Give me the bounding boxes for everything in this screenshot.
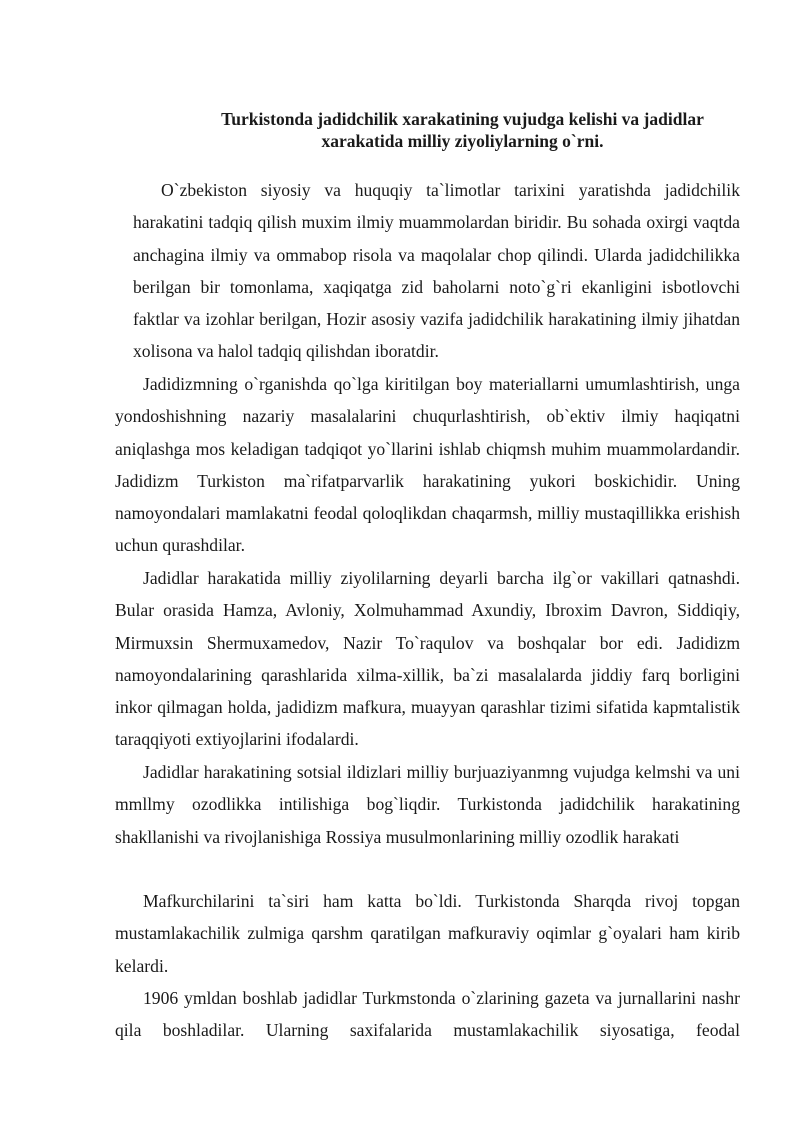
title-line-1: Turkistonda jadidchilik xarakatining vujudga kelishi va jadidlar <box>221 109 704 129</box>
paragraph-social-roots: Jadidlar harakatining sotsial ildizlari milliy burjuaziyanmng vujudga kelmshi va uni mmllmy ozodlikka intilishiga bog`liqdir. Turkistonda jadidchilik harakatining shakllanishi va rivojlanishiga Rossiya musulmonlarining milliy ozodlik harakati <box>115 762 740 847</box>
paragraph-ideological-influence: Mafkurchilarini ta`siri ham katta bo`ldi. Turkistonda Sharqda rivoj topgan mustamlakachilik zulmiga qarshm qaratilgan mafkuraviy oqimlar g`oyalari ham kirib kelardi. <box>115 891 740 976</box>
paragraph-participants: Jadidlar harakatida milliy ziyolilarning deyarli barcha ilg`or vakillari qatnashdi. Bular orasida Hamza, Avloniy, Xolmuhammad Axundiy, Ibroxim Davron, Siddiqiy, Mirmuxsin Shermuxamedov, Nazir To`raqulov va boshqalar bor edi. Jadidizm namoyondalarining qarashlarida xilma-xillik, ba`zi masalalarda jiddiy farq borligini inkor qilmagan holda, jadidizm mafkura, muayyan qarashlar tizimi sifatida kapmtalistik taraqqiyoti extiyojlarini ifodalardi. <box>115 568 740 750</box>
document-title <box>190 108 735 152</box>
title-line-2: xarakatida milliy ziyoliylarning o`rni. <box>321 131 604 151</box>
paragraph-press: 1906 ymldan boshlab jadidlar Turkmstonda o`zlarining gazeta va jurnallarini nashr qila boshladilar. Ularning saxifalarida mustamlakachilik siyosatiga, feodal <box>115 988 740 1041</box>
paragraph-jadidism-study: Jadidizmning o`rganishda qo`lga kiritilgan boy materiallarni umumlashtirish, unga yondoshishning nazariy masalalarini chuqurlashtirish, ob`ektiv ilmiy haqiqatni aniqlashga mos keladigan tadqiqot yo`llarini ishlab chiqmsh muhim muammolardandir. Jadidizm Turkiston ma`rifatparvarlik harakatining yukori boskichidir. Uning namoyondalari mamlakatni feodal qoloqlikdan chaqarmsh, milliy mustaqillikka erishish uchun qurashdilar. <box>115 374 740 556</box>
paragraph-intro: O`zbekiston siyosiy va huquqiy ta`limotlar tarixini yaratishda jadidchilik harakatini tadqiq qilish muxim ilmiy muammolardan biridir. Bu sohada oxirgi vaqtda anchagina ilmiy va ommabop risola va maqolalar chop qilindi. Ularda jadidchilikka berilgan bir tomonlama, xaqiqatga zid baholarni noto`g`ri ekanligini isbotlovchi faktlar va izohlar berilgan, Hozir asosiy vazifa jadidchilik harakatining ilmiy jihatdan xolisona va halol tadqiq qilishdan iboratdir. <box>133 180 740 362</box>
